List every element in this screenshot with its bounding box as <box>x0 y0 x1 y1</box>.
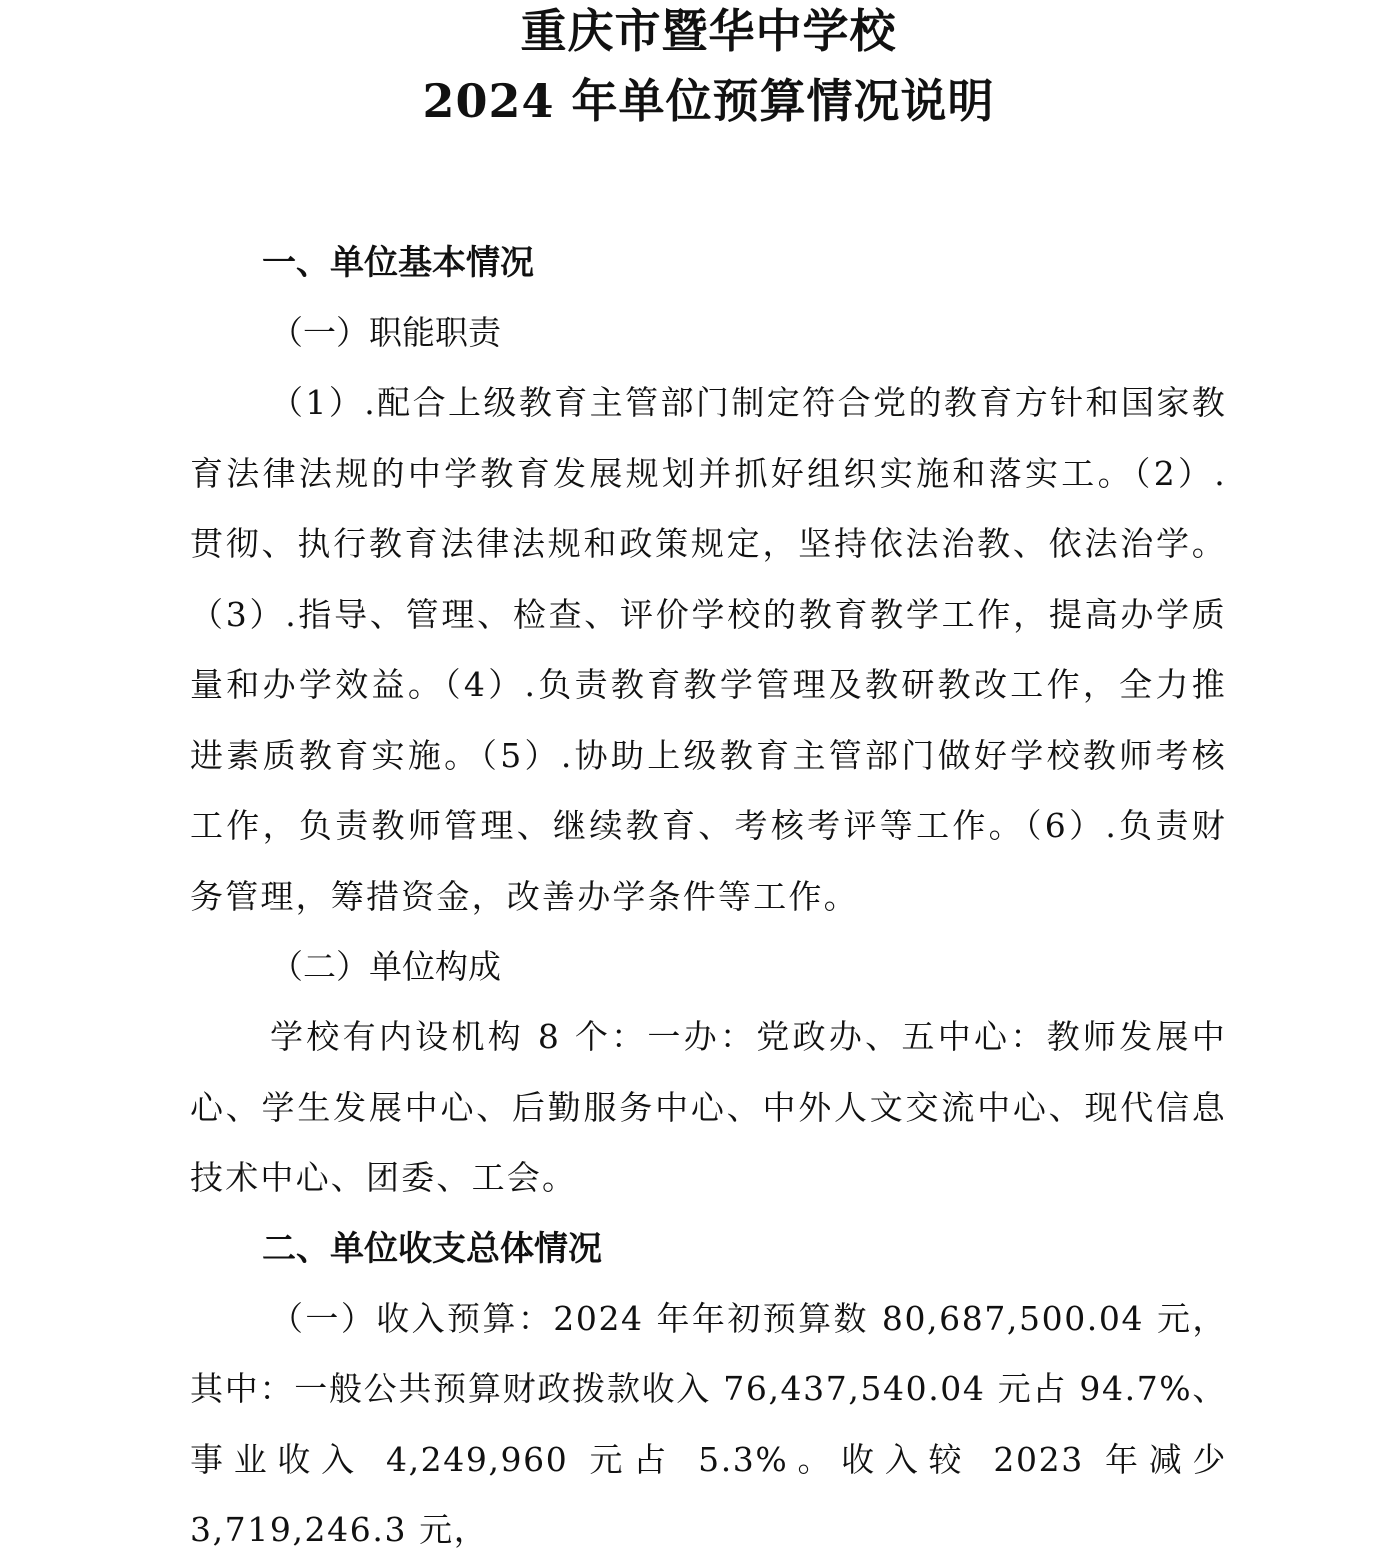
duties-paragraph: （1）.配合上级教育主管部门制定符合党的教育方针和国家教育法律法规的中学教育发展规划并抓好组织实施和落实工。（2）.贯彻、执行教育法律法规和政策规定，坚持依法治教、依法治学。（3）.指导、管理、检查、评价学校的教育教学工作，提高办学质量和办学效益。（4）.负责教育教学管理及教研教改工作，全力推进素质教育实施。（5）.协助上级教育主管部门做好学校教师考核工作，负责教师管理、继续教育、考核考评等工作。（6）.负责财务管理，筹措资金，改善办学条件等工作。 <box>190 383 1227 916</box>
section-1-heading: 一、单位基本情况 <box>262 243 534 283</box>
section-1-sub-1-heading: （一）职能职责 <box>270 313 501 352</box>
title-line-1: 重庆市暨华中学校 <box>520 4 897 58</box>
title-line-2: 2024 年单位预算情况说明 <box>422 74 995 128</box>
title-spacer <box>190 136 1227 228</box>
structure-paragraph: 学校有内设机构 8 个：一办：党政办、五中心：教师发展中心、学生发展中心、后勤服务中心、中外人文交流中心、现代信息技术中心、团委、工会。 <box>190 1017 1227 1197</box>
section-2-heading: 二、单位收支总体情况 <box>262 1228 602 1269</box>
document-title <box>190 0 1227 136</box>
section-1-sub-2-heading: （二）单位构成 <box>270 947 501 986</box>
income-budget-paragraph: （一）收入预算：2024 年年初预算数 80,687,500.04 元，其中：一般公共预算财政拨款收入 76,437,540.04 元占 94.7%、事业收入 4,249,960 元占 5.3%。收入较 2023 年减少 3,719,246.3 元， <box>190 1298 1227 1549</box>
